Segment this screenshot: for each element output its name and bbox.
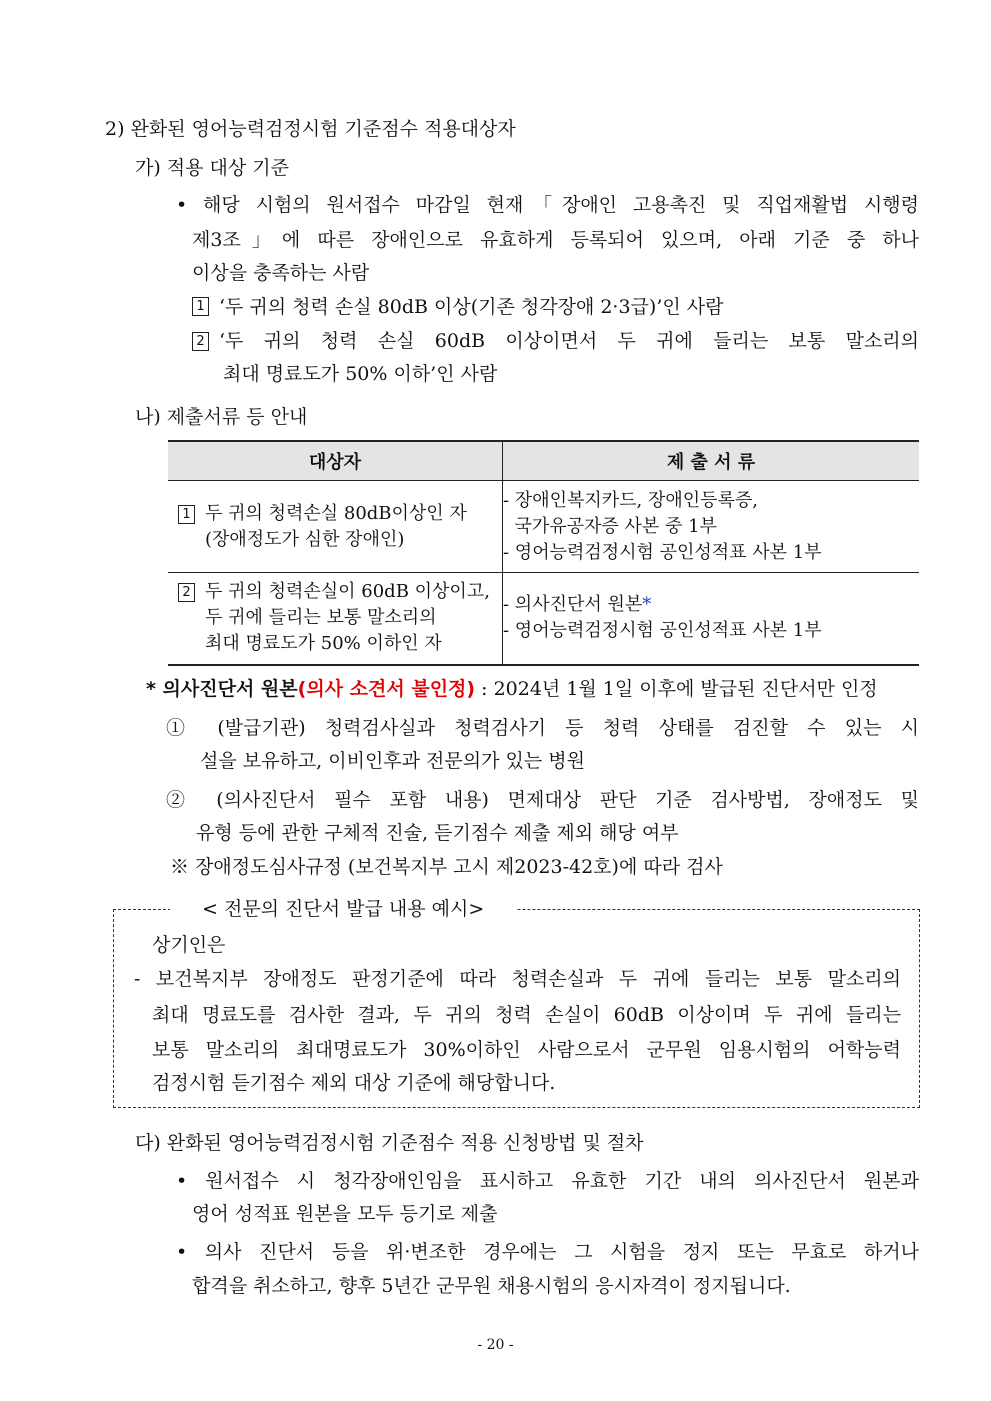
document-line: - 영어능력검정시험 공인성적표 사본 1부: [503, 541, 822, 563]
criterion-number-box: 2: [192, 332, 209, 351]
document-line: - 영어능력검정시험 공인성적표 사본 1부: [503, 620, 822, 642]
procedure-line: • 원서접수 시 청각장애인임을 표시하고 유효한 기간 내의 의사진단서 원본과: [176, 1170, 919, 1192]
note-item-line: ① (발급기관) 청력검사실과 청력검사기 등 청력 상태를 검진할 수 있는 시: [166, 717, 919, 739]
document-line: - 장애인복지카드, 장애인등록증,: [503, 489, 759, 511]
table-cell-target: [168, 481, 503, 573]
procedure-line: 합격을 취소하고, 향후 5년간 군무원 채용시험의 응시자격이 정지됩니다.: [192, 1275, 791, 1297]
note-item-line: 설을 보유하고, 이비인후과 전문의가 있는 병원: [200, 750, 585, 772]
criterion-text-cont: 최대 명료도가 50% 이하’인 사람: [223, 363, 498, 385]
row-number-box: 2: [178, 583, 195, 602]
example-line: 검정시험 듣기점수 제외 대상 기준에 해당합니다.: [152, 1072, 556, 1094]
criteria-paragraph-line: • 해당 시험의 원서접수 마감일 현재「장애인 고용촉진 및 직업재활법 시행령: [176, 194, 919, 216]
table-cell-target: [168, 573, 503, 665]
target-line: 최대 명료도가 50% 이하인 자: [205, 633, 442, 655]
criterion-item: [192, 295, 723, 319]
document-line: 국가유공자증 사본 중 1부: [503, 515, 717, 537]
subsection-da-heading: 다) 완화된 영어능력검정시험 기준점수 적용 신청방법 및 절차: [135, 1132, 644, 1154]
note-rest: : 2024년 1월 1일 이후에 발급된 진단서만 인정: [475, 678, 878, 700]
table-row: [168, 481, 919, 573]
table-cell-documents: [503, 573, 920, 665]
criterion-text: ‘두 귀의 청력 손실 60dB 이상이면서 두 귀에 들리는 보통 말소리의: [219, 330, 919, 352]
criteria-paragraph-line: 이상을 충족하는 사람: [192, 262, 370, 284]
target-line: 두 귀의 청력손실이 60dB 이상이고,: [205, 581, 490, 603]
target-line: 두 귀의 청력손실 80dB이상인 자: [205, 502, 467, 524]
table-cell-documents: [503, 481, 920, 573]
criteria-paragraph-line: 제3조」에 따른 장애인으로 유효하게 등록되어 있으며, 아래 기준 중 하나: [192, 229, 919, 251]
note-remark: ※ 장애정도심사규정 (보건복지부 고시 제2023-42호)에 따라 검사: [170, 856, 723, 878]
example-line: 보통 말소리의 최대명료도가 30%이하인 사람으로서 군무원 임용시험의 어학능력: [152, 1039, 901, 1061]
criterion-number-box: 1: [192, 297, 209, 316]
section-heading: 2) 완화된 영어능력검정시험 기준점수 적용대상자: [105, 118, 516, 140]
procedure-line: 영어 성적표 원본을 모두 등기로 제출: [192, 1203, 498, 1225]
documents-table: [168, 440, 919, 666]
note-item-line: ② (의사진단서 필수 포함 내용) 면제대상 판단 기준 검사방법, 장애정도 및: [166, 789, 919, 811]
row-number-box: 1: [178, 505, 195, 524]
table-row: [168, 573, 919, 665]
note-item-line: 유형 등에 관한 구체적 진술, 듣기점수 제출 제외 해당 여부: [196, 822, 679, 844]
note-red-text: (의사 소견서 불인정): [297, 678, 476, 700]
column-header-documents: 제 출 서 류: [503, 441, 920, 481]
target-line: 두 귀에 들리는 보통 말소리의: [205, 607, 437, 629]
note-lead: * 의사진단서 원본: [146, 678, 298, 700]
subsection-na-heading: 나) 제출서류 등 안내: [135, 406, 308, 428]
subsection-ga-heading: 가) 적용 대상 기준: [135, 157, 290, 179]
example-box-title: < 전문의 진단서 발급 내용 예시>: [170, 897, 516, 921]
procedure-line: • 의사 진단서 등을 위·변조한 경우에는 그 시험을 정지 또는 무효로 하거나: [176, 1241, 919, 1263]
document-text: - 의사진단서 원본: [503, 594, 643, 616]
page-number: - 20 -: [477, 1337, 514, 1353]
document-line: [503, 592, 919, 618]
diagnosis-note: [146, 677, 878, 701]
example-line: - 보건복지부 장애정도 판정기준에 따라 청력손실과 두 귀에 들리는 보통 말소리의: [134, 968, 901, 990]
criterion-text: ‘두 귀의 청력 손실 80dB 이상(기존 청각장애 2·3급)’인 사람: [219, 296, 724, 318]
column-header-target: 대상자: [168, 441, 503, 481]
criterion-item: [192, 329, 919, 353]
example-line: 상기인은: [152, 934, 226, 956]
example-line: 최대 명료도를 검사한 결과, 두 귀의 청력 손실이 60dB 이상이며 두 귀에 들리는: [152, 1004, 901, 1026]
asterisk-mark: *: [642, 594, 652, 616]
table-header-row: [168, 441, 919, 481]
target-line: (장애정도가 심한 장애인): [205, 528, 405, 550]
